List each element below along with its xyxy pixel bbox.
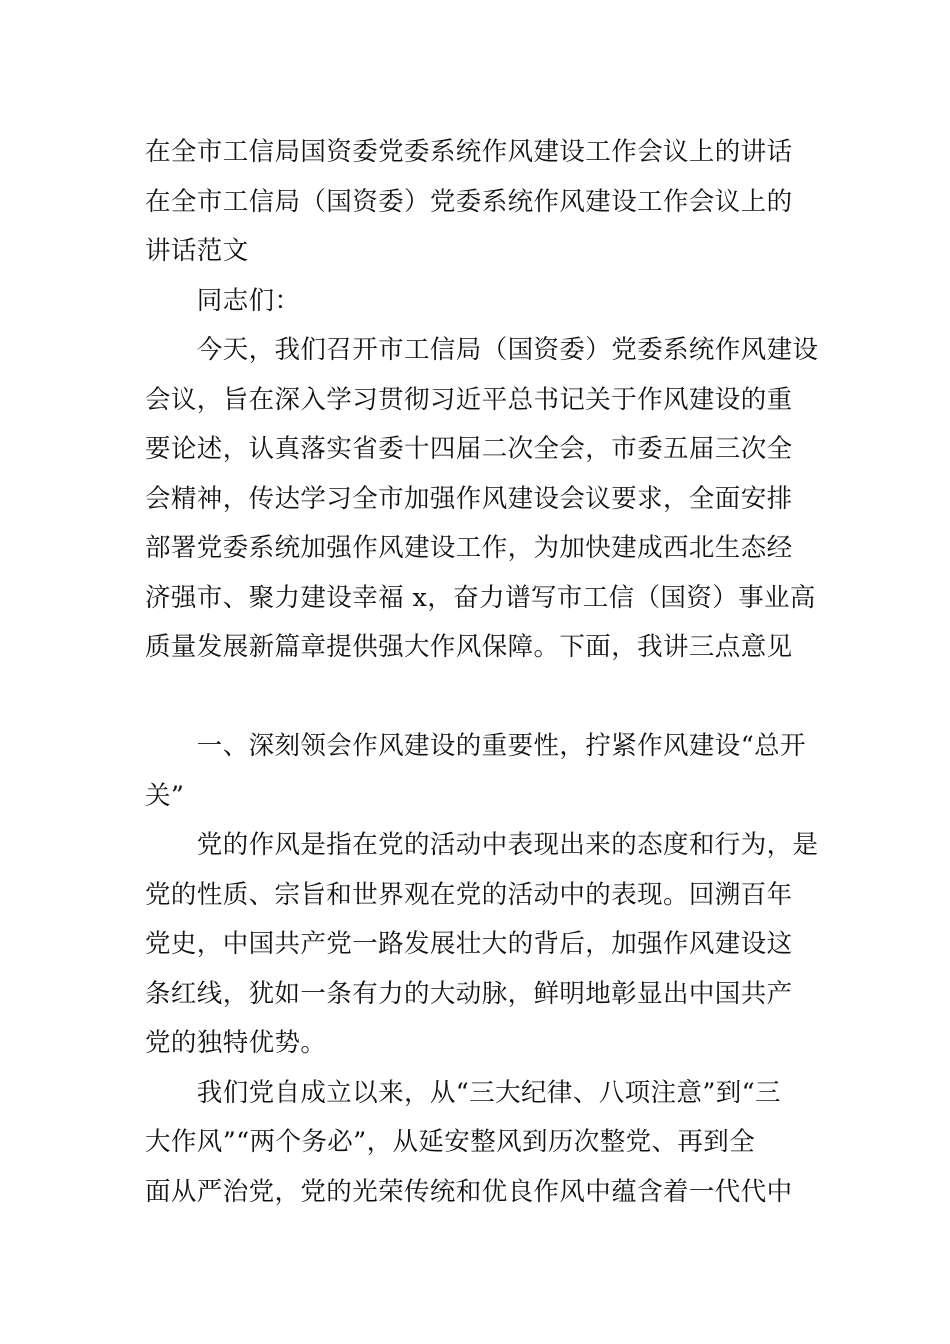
- paragraph-line: 面从严治党，党的光荣传统和优良作风中蕴含着一代代中: [145, 1176, 793, 1207]
- title-line: 讲话范文: [145, 236, 249, 266]
- title-line: 在全市工信局（国资委）党委系统作风建设工作会议上的: [145, 186, 793, 217]
- title-line: 在全市工信局国资委党委系统作风建设工作会议上的讲话: [145, 137, 793, 167]
- intro-paragraph-line: 要论述，认真落实省委十四届二次全会，市委五届三次全: [145, 434, 793, 464]
- document-body: [145, 128, 819, 1217]
- intro-paragraph-line: 会精神，传达学习全市加强作风建设会议要求，全面安排: [145, 483, 793, 514]
- paragraph-line: 条红线，犹如一条有力的大动脉，鲜明地彰显出中国共产: [145, 978, 793, 1009]
- blank-line: [145, 673, 807, 723]
- paragraph-line: 党的独特优势。: [145, 1028, 327, 1058]
- section-heading-line: 一、深刻领会作风建设的重要性，拧紧作风建设“总开: [145, 731, 806, 761]
- paragraph-line: 我们党自成立以来，从“三大纪律、八项注意”到“三: [145, 1077, 782, 1108]
- paragraph-line: 大作风”“两个务必”，从延安整风到历次整党、再到全: [145, 1127, 756, 1157]
- paragraph-line: 党的作风是指在党的活动中表现出来的态度和行为，是: [145, 830, 819, 860]
- intro-paragraph-line: 质量发展新篇章提供强大作风保障。下面，我讲三点意见: [145, 632, 793, 662]
- intro-paragraph-line: 部署党委系统加强作风建设工作，为加快建成西北生态经: [145, 533, 793, 563]
- intro-paragraph-line: 今天，我们召开市工信局（国资委）党委系统作风建设: [145, 335, 819, 365]
- intro-paragraph-line: 会议，旨在深入学习贯彻习近平总书记关于作风建设的重: [145, 384, 793, 415]
- intro-paragraph-line: 济强市、聚力建设幸福 x，奋力谱写市工信（国资）事业高: [145, 582, 816, 613]
- salutation: 同志们：: [145, 285, 301, 316]
- section-heading-line: 关”: [145, 780, 185, 811]
- paragraph-line: 党史，中国共产党一路发展壮大的背后，加强作风建设这: [145, 929, 793, 959]
- paragraph-line: 党的性质、宗旨和世界观在党的活动中的表现。回溯百年: [145, 879, 793, 910]
